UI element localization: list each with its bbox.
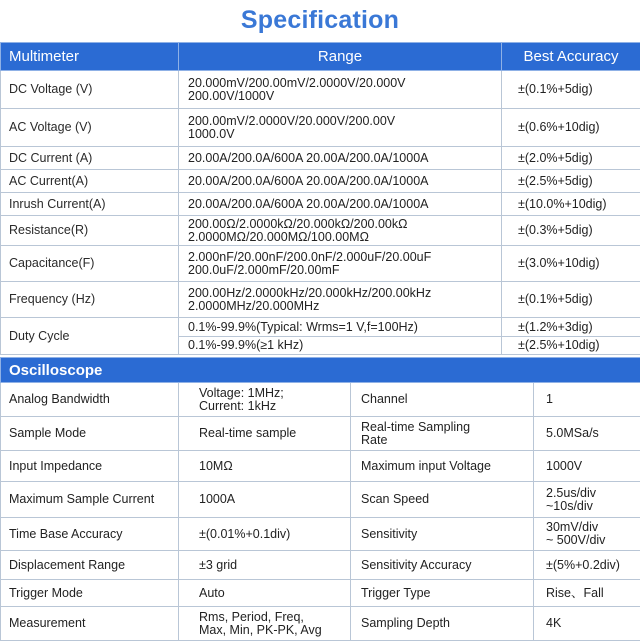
accuracy-cell: ±(1.2%+3dig): [502, 318, 640, 337]
range-line: 200.00mV/2.0000V/20.000V/200.00V: [188, 115, 495, 128]
table-row: [1, 109, 640, 147]
multimeter-header: Multimeter: [1, 43, 179, 71]
spec-name: Maximum Sample Current: [1, 482, 179, 518]
spec-value-line: ±3 grid: [199, 559, 344, 572]
spec-name: Analog Bandwidth: [1, 383, 179, 417]
table-row: [1, 383, 640, 417]
range-cell: [179, 109, 502, 147]
measurement-label: Inrush Current(A): [1, 193, 179, 216]
table-row: [1, 607, 640, 641]
spec-value: [179, 417, 351, 451]
spec-value: [179, 451, 351, 482]
range-cell: [179, 71, 502, 109]
accuracy-cell: ±(10.0%+10dig): [502, 193, 640, 216]
page-title: Specification: [0, 0, 640, 42]
range-header: Range: [179, 43, 502, 71]
spec-value: [179, 607, 351, 641]
range-cell: [179, 193, 502, 216]
oscilloscope-header-row: [1, 358, 640, 383]
spec-value-line: Rise、Fall: [546, 587, 634, 600]
spec-value: [534, 580, 640, 607]
spec-name: Time Base Accuracy: [1, 518, 179, 551]
spec-value-line: 5.0MSa/s: [546, 427, 634, 440]
range-line: 20.00A/200.0A/600A 20.00A/200.0A/1000A: [188, 198, 495, 211]
spec-name-line: Maximum input Voltage: [361, 460, 527, 473]
range-line: 200.00V/1000V: [188, 90, 495, 103]
spec-value: [534, 417, 640, 451]
measurement-label: Capacitance(F): [1, 246, 179, 282]
table-row: [1, 417, 640, 451]
spec-name: [351, 417, 534, 451]
spec-value: [534, 551, 640, 580]
spec-name: [351, 451, 534, 482]
range-cell: [179, 246, 502, 282]
spec-name: Input Impedance: [1, 451, 179, 482]
spec-name: [351, 518, 534, 551]
range-line: 200.00Hz/2.0000kHz/20.000kHz/200.00kHz: [188, 287, 495, 300]
spec-name: [351, 551, 534, 580]
spec-name-line: Scan Speed: [361, 493, 527, 506]
measurement-label: Duty Cycle: [1, 318, 179, 355]
measurement-label: DC Current (A): [1, 147, 179, 170]
range-cell: [179, 216, 502, 246]
table-row: [1, 551, 640, 580]
spec-value: [534, 383, 640, 417]
oscilloscope-header: Oscilloscope: [1, 358, 640, 383]
spec-value-line: 1: [546, 393, 634, 406]
range-line: 2.0000MHz/20.000MHz: [188, 300, 495, 313]
spec-value-line: Current: 1kHz: [199, 400, 344, 413]
table-row: [1, 318, 640, 337]
range-cell: [179, 170, 502, 193]
spec-name: Trigger Mode: [1, 580, 179, 607]
accuracy-cell: ±(0.3%+5dig): [502, 216, 640, 246]
table-row: [1, 246, 640, 282]
range-cell: 0.1%-99.9%(Typical: Wrms=1 V,f=100Hz): [179, 318, 502, 337]
spec-value: [534, 482, 640, 518]
spec-value-line: Voltage: 1MHz;: [199, 387, 344, 400]
spec-value-line: Rms, Period, Freq,: [199, 611, 344, 624]
spec-value-line: Max, Min, PK-PK, Avg: [199, 624, 344, 637]
multimeter-spec-table: [0, 42, 640, 355]
range-line: 20.00A/200.0A/600A 20.00A/200.0A/1000A: [188, 175, 495, 188]
range-line: 2.0000MΩ/20.000MΩ/100.00MΩ: [188, 231, 495, 244]
range-line: 200.00Ω/2.0000kΩ/20.000kΩ/200.00kΩ: [188, 218, 495, 231]
spec-name-line: Rate: [361, 434, 527, 447]
table-row: [1, 518, 640, 551]
table-row: [1, 580, 640, 607]
spec-value-line: 1000A: [199, 493, 344, 506]
measurement-label: AC Voltage (V): [1, 109, 179, 147]
table-row: [1, 216, 640, 246]
table-row: [1, 482, 640, 518]
range-cell: [179, 147, 502, 170]
spec-name: Sample Mode: [1, 417, 179, 451]
accuracy-cell: ±(0.6%+10dig): [502, 109, 640, 147]
spec-name: Displacement Range: [1, 551, 179, 580]
spec-value-line: 1000V: [546, 460, 634, 473]
measurement-label: Resistance(R): [1, 216, 179, 246]
spec-value: [534, 451, 640, 482]
spec-value-line: ±(0.01%+0.1div): [199, 528, 344, 541]
spec-name-line: Sensitivity: [361, 528, 527, 541]
oscilloscope-spec-table: [0, 357, 640, 641]
range-line: 20.00A/200.0A/600A 20.00A/200.0A/1000A: [188, 152, 495, 165]
spec-value-line: 4K: [546, 617, 634, 630]
table-row: [1, 71, 640, 109]
range-cell: [179, 282, 502, 318]
spec-value: [179, 551, 351, 580]
spec-value: [179, 383, 351, 417]
spec-value-line: Auto: [199, 587, 344, 600]
measurement-label: DC Voltage (V): [1, 71, 179, 109]
spec-value-line: 30mV/div: [546, 521, 634, 534]
spec-name-line: Channel: [361, 393, 527, 406]
multimeter-header-row: [1, 43, 640, 71]
accuracy-cell: ±(2.5%+5dig): [502, 170, 640, 193]
range-line: 2.000nF/20.00nF/200.0nF/2.000uF/20.00uF: [188, 251, 495, 264]
spec-value: [534, 607, 640, 641]
table-row: [1, 282, 640, 318]
spec-name-line: Trigger Type: [361, 587, 527, 600]
range-line: 20.000mV/200.00mV/2.0000V/20.000V: [188, 77, 495, 90]
accuracy-cell: ±(2.5%+10dig): [502, 337, 640, 355]
measurement-label: Frequency (Hz): [1, 282, 179, 318]
table-row: [1, 147, 640, 170]
spec-value-line: ~10s/div: [546, 500, 634, 513]
accuracy-cell: ±(0.1%+5dig): [502, 282, 640, 318]
accuracy-header: Best Accuracy: [502, 43, 640, 71]
spec-name-line: Real-time Sampling: [361, 421, 527, 434]
spec-value-line: Real-time sample: [199, 427, 344, 440]
range-cell: 0.1%-99.9%(≥1 kHz): [179, 337, 502, 355]
spec-name: Measurement: [1, 607, 179, 641]
table-row: [1, 170, 640, 193]
spec-value-line: ~ 500V/div: [546, 534, 634, 547]
spec-value-line: ±(5%+0.2div): [546, 559, 634, 572]
spec-name: [351, 580, 534, 607]
spec-value-line: 10MΩ: [199, 460, 344, 473]
spec-value: [179, 518, 351, 551]
spec-name: [351, 607, 534, 641]
range-line: 200.0uF/2.000mF/20.00mF: [188, 264, 495, 277]
spec-name-line: Sampling Depth: [361, 617, 527, 630]
range-line: 1000.0V: [188, 128, 495, 141]
spec-value: [534, 518, 640, 551]
spec-value: [179, 482, 351, 518]
table-row: [1, 193, 640, 216]
measurement-label: AC Current(A): [1, 170, 179, 193]
accuracy-cell: ±(2.0%+5dig): [502, 147, 640, 170]
table-row: [1, 451, 640, 482]
spec-name: [351, 383, 534, 417]
spec-value: [179, 580, 351, 607]
accuracy-cell: ±(3.0%+10dig): [502, 246, 640, 282]
accuracy-cell: ±(0.1%+5dig): [502, 71, 640, 109]
spec-value-line: 2.5us/div: [546, 487, 634, 500]
spec-name: [351, 482, 534, 518]
spec-name-line: Sensitivity Accuracy: [361, 559, 527, 572]
